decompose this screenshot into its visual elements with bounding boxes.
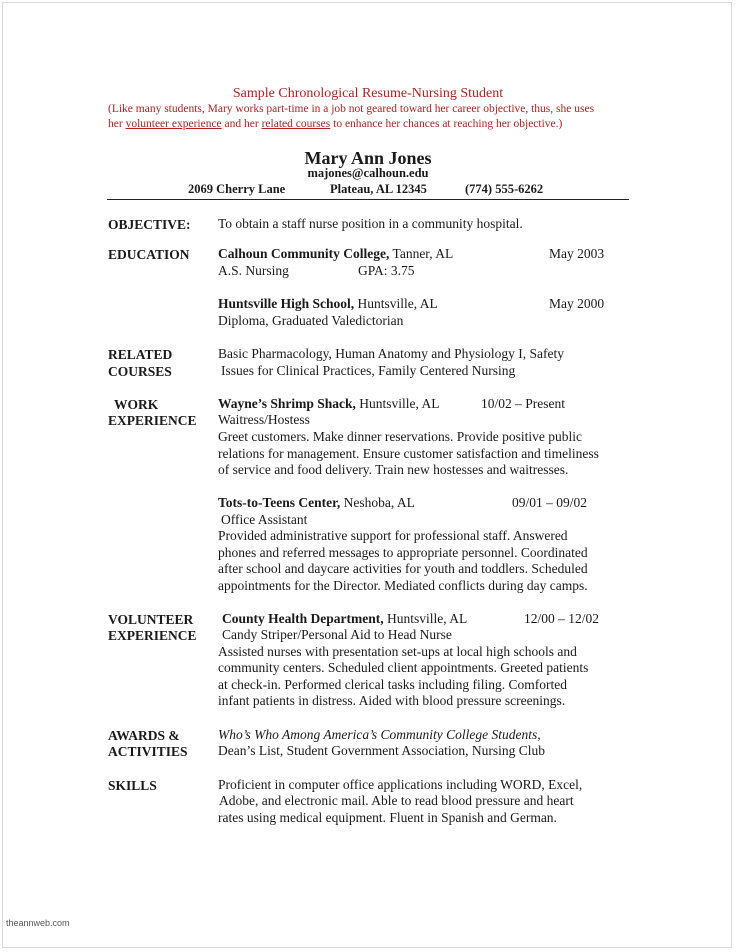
job-description: of service and food delivery. Train new hostesses and waitresses. — [218, 462, 569, 477]
job-date: 10/02 – Present — [481, 396, 565, 411]
volunteer-heading: EXPERIENCE — [108, 628, 197, 643]
candidate-address: 2069 Cherry Lane — [188, 182, 286, 196]
activities-line: Dean’s List, Student Government Association, Nursing Club — [218, 743, 545, 758]
candidate-city: Plateau, AL 12345 — [330, 182, 427, 196]
intro-note-text: her — [108, 118, 126, 130]
volunteer-description: Assisted nurses with presentation set-ups at local high schools and — [218, 644, 577, 659]
skills-text: Adobe, and electronic mail. Able to read blood pressure and heart — [219, 793, 574, 808]
school-location: Huntsville, AL — [354, 296, 438, 311]
header-divider — [107, 199, 629, 200]
intro-note-line-1: (Like many students, Mary works part-time in a job not geared toward her career objective, thus, she uses — [108, 103, 595, 115]
intro-note-text: and her — [221, 118, 262, 130]
work-heading: WORK — [114, 397, 159, 412]
volunteer-date: 12/00 – 12/02 — [524, 611, 600, 626]
gpa: GPA: 3.75 — [358, 263, 415, 278]
courses-text: Basic Pharmacology, Human Anatomy and Physiology I, Safety — [218, 346, 564, 361]
education-entry-school — [218, 296, 438, 313]
courses-text: Issues for Clinical Practices, Family Centered Nursing — [221, 363, 516, 378]
job-title: Office Assistant — [221, 512, 308, 527]
candidate-email: majones@calhoun.edu — [307, 166, 429, 180]
school-name: Huntsville High School, — [218, 296, 355, 311]
education-date: May 2000 — [549, 296, 605, 311]
volunteer-title: Candy Striper/Personal Aid to Head Nurse — [222, 627, 452, 642]
intro-note-text: to enhance her chances at reaching her objective.) — [330, 118, 563, 130]
employer-name: County Health Department, — [222, 611, 384, 626]
objective-heading: OBJECTIVE: — [108, 217, 191, 232]
source-watermark: theannweb.com — [6, 918, 70, 928]
school-name: Calhoun Community College, — [218, 246, 390, 261]
volunteer-experience-link[interactable]: volunteer experience — [125, 118, 222, 130]
awards-line — [218, 727, 541, 744]
award-name: Who’s Who Among America’s Community College Students — [218, 727, 538, 742]
skills-text: rates using medical equipment. Fluent in Spanish and German. — [218, 810, 557, 825]
job-date: 09/01 – 09/02 — [512, 495, 588, 510]
education-entry-school — [218, 246, 453, 263]
job-title: Waitress/Hostess — [218, 412, 310, 427]
awards-heading: AWARDS & — [108, 728, 180, 743]
employer-name: Wayne’s Shrimp Shack, — [218, 396, 356, 411]
education-heading: EDUCATION — [108, 247, 190, 262]
job-employer — [218, 396, 440, 413]
intro-note-line-2 — [108, 118, 562, 130]
job-description: after school and daycare activities for youth and toddlers. Scheduled — [218, 561, 588, 576]
courses-heading: COURSES — [108, 364, 172, 379]
volunteer-heading: VOLUNTEER — [108, 612, 194, 627]
job-description: phones and referred messages to appropriate personnel. Coordinated — [218, 545, 588, 560]
candidate-name: Mary Ann Jones — [304, 148, 432, 168]
volunteer-employer — [222, 611, 467, 628]
awards-heading: ACTIVITIES — [108, 744, 188, 759]
candidate-phone: (774) 555-6262 — [465, 182, 544, 196]
skills-heading: SKILLS — [108, 778, 157, 793]
sample-title: Sample Chronological Resume-Nursing Student — [232, 86, 504, 101]
employer-name: Tots-to-Teens Center, — [218, 495, 341, 510]
work-heading: EXPERIENCE — [108, 413, 197, 428]
courses-heading: RELATED — [108, 347, 173, 362]
volunteer-description: community centers. Scheduled client appointments. Greeted patients — [218, 660, 589, 675]
job-description: appointments for the Director. Mediated conflicts during day camps. — [218, 578, 588, 593]
volunteer-description: infant patients in distress. Aided with blood pressure screenings. — [218, 693, 566, 708]
school-location: Tanner, AL — [389, 246, 454, 261]
diploma: Diploma, Graduated Valedictorian — [218, 313, 404, 328]
volunteer-description: at check-in. Performed clerical tasks including filing. Comforted — [218, 677, 568, 692]
education-date: May 2003 — [549, 246, 605, 261]
related-courses-link[interactable]: related courses — [261, 118, 331, 130]
employer-location: Huntsville, AL — [383, 611, 468, 626]
employer-location: Neshoba, AL — [340, 495, 415, 510]
job-employer — [218, 495, 415, 512]
job-description: Provided administrative support for professional staff. Answered — [218, 528, 568, 543]
job-description: relations for management. Ensure customer satisfaction and timeliness — [218, 446, 599, 461]
objective-text: To obtain a staff nurse position in a community hospital. — [218, 216, 523, 231]
skills-text: Proficient in computer office applications including WORD, Excel, — [218, 777, 583, 792]
job-description: Greet customers. Make dinner reservations. Provide positive public — [218, 429, 583, 444]
employer-location: Huntsville, AL — [355, 396, 440, 411]
degree: A.S. Nursing — [218, 263, 289, 278]
award-punctuation: , — [537, 727, 541, 742]
